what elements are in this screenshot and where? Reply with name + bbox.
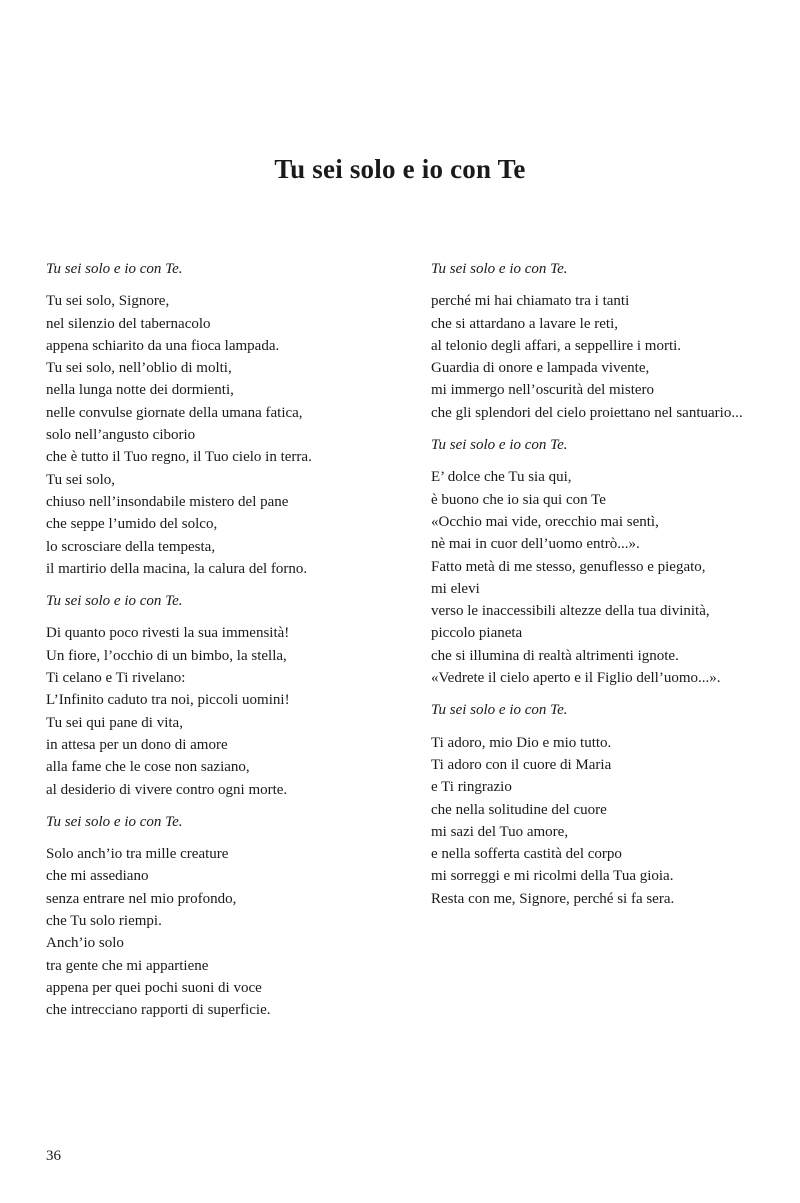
stanza-lines xyxy=(431,290,791,424)
poem-line: nel silenzio del tabernacolo xyxy=(46,315,211,332)
poem-line: che è tutto il Tuo regno, il Tuo cielo in terra. xyxy=(46,449,312,466)
poem-line: alla fame che le cose non saziano, xyxy=(46,759,250,776)
stanza-refrain: Tu sei solo e io con Te. xyxy=(46,593,183,610)
poem-line: al desiderio di vivere contro ogni morte. xyxy=(46,781,288,798)
poem-line: mi elevi xyxy=(431,580,480,597)
poem-line: Un fiore, l’occhio di un bimbo, la stella, xyxy=(46,647,287,664)
poem-line: Solo anch’io tra mille creature xyxy=(46,846,229,863)
poem-line: Ti adoro con il cuore di Maria xyxy=(431,756,612,773)
poem-column-right xyxy=(431,258,791,920)
poem-line: E’ dolce che Tu sia qui, xyxy=(431,469,572,486)
stanza-lines xyxy=(431,466,791,689)
poem-line: e Ti ringrazio xyxy=(431,779,512,796)
poem-column-left xyxy=(46,258,406,1032)
stanza xyxy=(46,590,406,801)
stanza xyxy=(46,258,406,580)
stanza-refrain: Tu sei solo e io con Te. xyxy=(46,261,183,277)
poem-line: nelle convulse giornate della umana fatica, xyxy=(46,404,303,421)
stanza xyxy=(431,258,791,424)
poem-line: mi immergo nell’oscurità del mistero xyxy=(431,382,655,399)
poem-line: e nella sofferta castità del corpo xyxy=(431,846,622,863)
poem-line: Fatto metà di me stesso, genuflesso e piegato, xyxy=(431,558,706,575)
poem-line: Ti celano e Ti rivelano: xyxy=(46,670,186,687)
poem-line: Ti adoro, mio Dio e mio tutto. xyxy=(431,734,612,751)
poem-line: appena per quei pochi suoni di voce xyxy=(46,979,262,996)
stanza-refrain: Tu sei solo e io con Te. xyxy=(431,261,568,277)
page-number: 36 xyxy=(46,1148,61,1164)
poem-line: mi sorreggi e mi ricolmi della Tua gioia. xyxy=(431,868,674,885)
stanza-refrain: Tu sei solo e io con Te. xyxy=(431,437,568,454)
poem-line: in attesa per un dono di amore xyxy=(46,736,228,753)
poem-line: Tu sei solo, Signore, xyxy=(46,293,170,310)
poem-line: Anch’io solo xyxy=(46,935,124,952)
poem-line: L’Infinito caduto tra noi, piccoli uomini! xyxy=(46,692,290,709)
poem-line: perché mi hai chiamato tra i tanti xyxy=(431,293,630,310)
poem-line: Tu sei qui pane di vita, xyxy=(46,714,183,731)
stanza-lines xyxy=(431,732,791,910)
poem-line: che si attardano a lavare le reti, xyxy=(431,315,618,332)
poem-line: che seppe l’umido del solco, xyxy=(46,516,218,533)
poem-line: mi sazi del Tuo amore, xyxy=(431,823,569,840)
poem-line: nella lunga notte dei dormienti, xyxy=(46,382,234,399)
stanza xyxy=(431,434,791,689)
stanza-lines xyxy=(46,843,406,1021)
poem-line: è buono che io sia qui con Te xyxy=(431,491,606,508)
stanza-lines xyxy=(46,622,406,800)
stanza-refrain: Tu sei solo e io con Te. xyxy=(46,813,183,830)
poem-line: che Tu solo riempi. xyxy=(46,913,162,930)
poem-line: che gli splendori del cielo proiettano nel santuario... xyxy=(431,404,743,421)
poem-line: appena schiarito da una fioca lampada. xyxy=(46,337,280,354)
poem-line: «Vedrete il cielo aperto e il Figlio dell’uomo...». xyxy=(431,670,721,687)
poem-line: piccolo pianeta xyxy=(431,625,523,642)
poem-line: che si illumina di realtà altrimenti ignote. xyxy=(431,647,679,664)
poem-line: Resta con me, Signore, perché si fa sera. xyxy=(431,890,675,907)
poem-line: Guardia di onore e lampada vivente, xyxy=(431,360,650,377)
poem-line: lo scrosciare della tempesta, xyxy=(46,538,216,555)
poem-line: solo nell’angusto ciborio xyxy=(46,427,196,444)
poem-line: al telonio degli affari, a seppellire i morti. xyxy=(431,337,682,354)
poem-line: che mi assediano xyxy=(46,868,149,885)
poem-line: verso le inaccessibili altezze della tua divinità, xyxy=(431,603,710,620)
stanza-refrain: Tu sei solo e io con Te. xyxy=(431,702,568,719)
page-title: Tu sei solo e io con Te xyxy=(274,154,526,185)
stanza xyxy=(431,699,791,910)
poem-line: nè mai in cuor dell’uomo entrò...». xyxy=(431,536,640,553)
poem-line: il martirio della macina, la calura del forno. xyxy=(46,560,308,577)
poem-line: Tu sei solo, xyxy=(46,471,116,488)
poem-line: Di quanto poco rivesti la sua immensità! xyxy=(46,625,290,642)
stanza xyxy=(46,811,406,1022)
poem-line: chiuso nell’insondabile mistero del pane xyxy=(46,493,289,510)
poem-line: che intrecciano rapporti di superficie. xyxy=(46,1002,271,1019)
stanza-lines xyxy=(46,290,406,580)
poem-line: Tu sei solo, nell’oblio di molti, xyxy=(46,360,232,377)
poem-line: senza entrare nel mio profondo, xyxy=(46,890,237,907)
poem-line: che nella solitudine del cuore xyxy=(431,801,607,818)
poem-line: «Occhio mai vide, orecchio mai sentì, xyxy=(431,513,659,530)
poem-line: tra gente che mi appartiene xyxy=(46,957,209,974)
